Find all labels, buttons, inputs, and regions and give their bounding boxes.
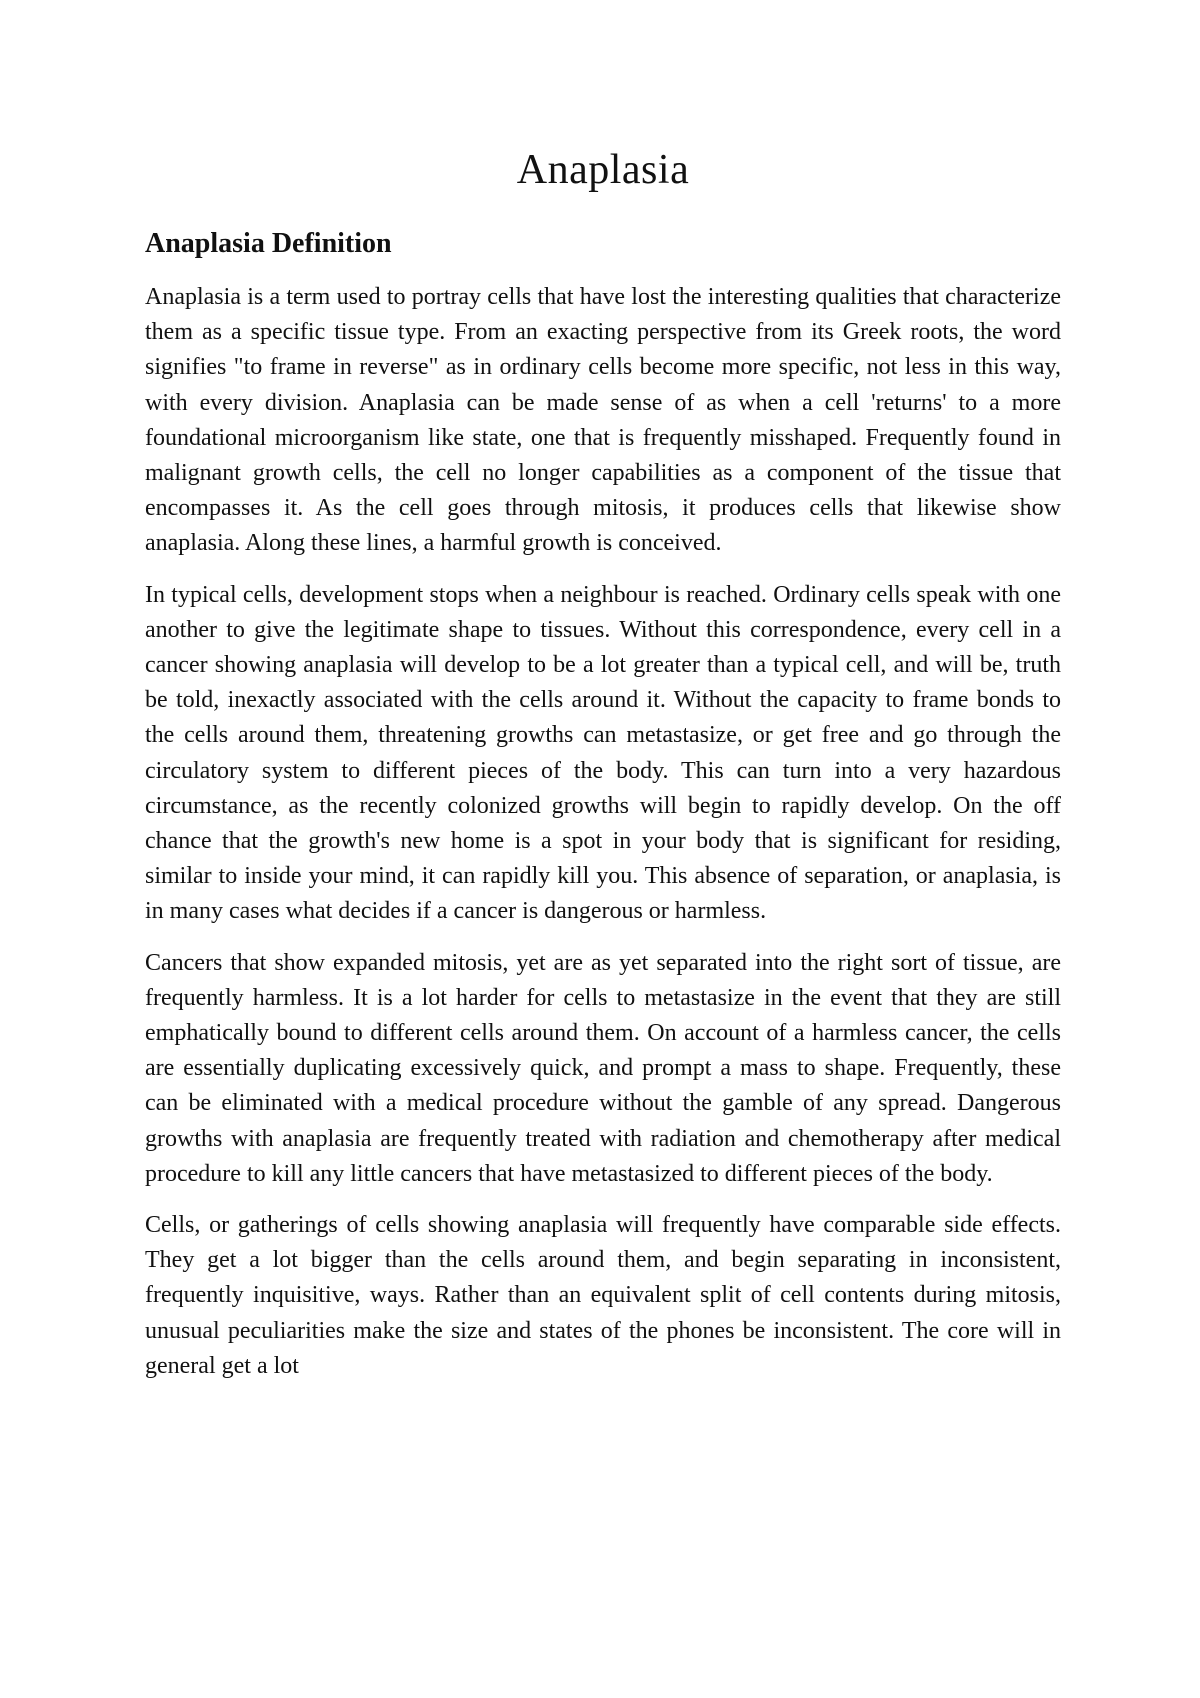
paragraph-3: Cancers that show expanded mitosis, yet are as yet separated into the right sort of tissue, are frequently harmless. It is a lot harder for cells to metastasize in the event that they are still emphatically bound to different cells around them. On account of a harmless cancer, the cells are essentially duplicating excessively quick, and prompt a mass to shape. Frequently, these can be eliminated with a medical procedure without the gamble of any spread. Dangerous growths with anaplasia are frequently treated with radiation and chemotherapy after medical procedure to kill any little cancers that have metastasized to different pieces of the body.	[145, 949, 1061, 1187]
document-body	[145, 140, 1061, 1400]
paragraph-4: Cells, or gatherings of cells showing anaplasia will frequently have comparable side effects. They get a lot bigger than the cells around them, and begin separating in inconsistent, frequently inquisitive, ways. Rather than an equivalent split of cell contents during mitosis, unusual peculiarities make the size and states of the phones be inconsistent. The core will in general get a lot	[145, 1212, 1061, 1379]
section-heading: Anaplasia Definition	[145, 228, 392, 259]
document-title: Anaplasia	[516, 147, 690, 193]
paragraph-1: Anaplasia is a term used to portray cells that have lost the interesting qualities that characterize them as a specific tissue type. From an exacting perspective from its Greek roots, the word signifies "to frame in reverse" as in ordinary cells become more specific, not less in this way, with every division. Anaplasia can be made sense of as when a cell 'returns' to a more foundational microorganism like state, one that is frequently misshaped. Frequently found in malignant growth cells, the cell no longer capabilities as a component of the tissue that encompasses it. As the cell goes through mitosis, it produces cells that likewise show anaplasia. Along these lines, a harmful growth is conceived.	[145, 284, 1061, 557]
paragraph-2: In typical cells, development stops when a neighbour is reached. Ordinary cells speak with one another to give the legitimate shape to tissues. Without this correspondence, every cell in a cancer showing anaplasia will develop to be a lot greater than a typical cell, and will be, truth be told, inexactly associated with the cells around it. Without the capacity to frame bonds to the cells around them, threatening growths can metastasize, or get free and go through the circulatory system to different pieces of the body. This can turn into a very hazardous circumstance, as the recently colonized growths will begin to rapidly develop. On the off chance that the growth's new home is a spot in your body that is significant for residing, similar to inside your mind, it can rapidly kill you. This absence of separation, or anaplasia, is in many cases what decides if a cancer is dangerous or harmless.	[145, 581, 1061, 925]
